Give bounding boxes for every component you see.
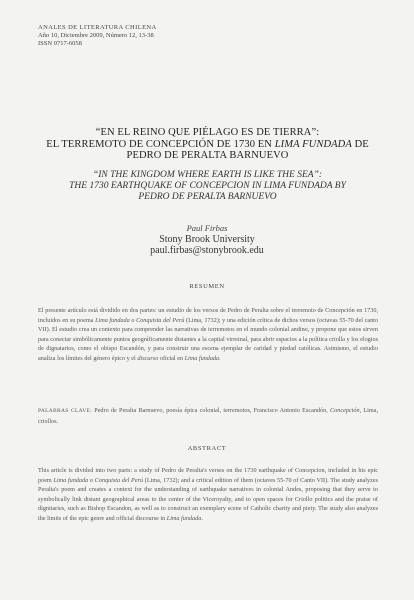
resumen-text bbox=[38, 306, 378, 364]
title-es-line-2-pre: EL TERREMOTO DE CONCEPCIÓN DE 1730 EN bbox=[46, 138, 275, 150]
title-en-line-3: PEDRO DE PERALTA BARNUEVO bbox=[138, 191, 277, 202]
title-en-line-1: “IN THE KINGDOM WHERE EARTH IS LIKE THE SEA”: bbox=[92, 169, 323, 180]
abstract-text-3: . bbox=[201, 514, 203, 522]
abstract-book-2: Lima fundada bbox=[166, 514, 202, 522]
title-es-book: LIMA FUNDADA bbox=[274, 138, 352, 150]
title-english bbox=[30, 170, 385, 203]
author-name: Paul Firbas bbox=[186, 223, 228, 233]
resumen-book-2: Lima fundada bbox=[184, 354, 220, 362]
abstract-book-1: Lima fundada o Conquista del Perú bbox=[53, 476, 144, 484]
title-es-line-2-post: DE bbox=[351, 138, 369, 150]
resumen-text-3: oficial en bbox=[158, 354, 185, 362]
journal-name: ANALES DE LITERATURA CHILENA bbox=[38, 24, 157, 31]
resumen-book-1: Lima fundada o Conquista del Perú bbox=[95, 316, 185, 324]
abstract-text-1: This article is divided into two parts: a study of Pedro de Peralta's verses on the 1730 earthquake of Concepcion, included in his epic poem bbox=[38, 467, 378, 484]
author-block bbox=[60, 223, 354, 256]
resumen-text-2: (Lima, 1732); y una edición crítica de dichos versos (octavas 55-70 del canto VII). El estudio crea un contexto para comprender las narrativas de terremotos en el mundo colonial andino, y propone que estos sirven para conectar simbólicamente puntos geográficamente distantes a la capital virreinal, para abrir espacios a la política criolla y los elogios de dignatarios, como el obispo Escandón, y para construir una escena ejemplar de caridad y piedad católicas. Asimismo, el estudio analiza los límites del género épico y el bbox=[38, 316, 378, 362]
title-es-line-1: “EN EL REINO QUE PIÉLAGO ES DE TIERRA”: bbox=[95, 127, 320, 138]
resumen-text-1: El presente artículo está dividido en dos partes: un estudio de los versos de Pedro de Peralta sobre el terremoto de Concepción en 1730, incluidos en su poema bbox=[38, 307, 378, 324]
keywords bbox=[38, 406, 378, 426]
running-head bbox=[38, 24, 157, 48]
resumen-heading: RESUMEN bbox=[189, 283, 225, 290]
title-spanish bbox=[30, 127, 385, 162]
title-en-line-2: THE 1730 EARTHQUAKE OF CONCEPCION IN LIMA FUNDADA BY bbox=[69, 180, 346, 191]
abstract-text bbox=[38, 466, 378, 524]
abstract-text-2: (Lima, 1732); and a critical edition of them (octaves 55-70 of Canto VII). The study analyzes Peralta's poem and creates a context for the understanding of earthquake narratives in colonial Andes, proposing that they serve to symbolically link distant geographical areas to the center of the Viceroyalty, and to open spaces for Criollo politics and the praise of dignitaries, such as Bishop Escandon, as well as to construct an exemplary scene of Catholic charity and piety. The study also analyzes the limits of the epic genre and official discourse in bbox=[38, 476, 378, 522]
issue-info: Año 10, Diciembre 2009, Número 12, 13-38 bbox=[38, 32, 154, 39]
resumen-text-4: . bbox=[219, 354, 221, 362]
keywords-text-1: Pedro de Peralta Barnuevo, poesía épica colonial, terremotos, Francisco Antonio Escandón, bbox=[91, 407, 331, 414]
keywords-text-2: , Lima, criollos. bbox=[38, 407, 378, 425]
article-title-block bbox=[30, 127, 385, 203]
author-affiliation: Stony Brook University bbox=[159, 234, 255, 245]
title-es-line-3: PEDRO DE PERALTA BARNUEVO bbox=[126, 150, 289, 161]
keywords-term: Concepción bbox=[330, 407, 360, 414]
abstract-heading: ABSTRACT bbox=[187, 445, 227, 452]
title-es-line-2 bbox=[30, 139, 385, 151]
issn: ISSN 0717-6058 bbox=[38, 40, 82, 47]
resumen-term: discurso bbox=[137, 354, 159, 362]
keywords-label: PALABRAS CLAVE: bbox=[38, 408, 92, 414]
author-email: paul.firbas@stonybrook.edu bbox=[150, 245, 264, 256]
